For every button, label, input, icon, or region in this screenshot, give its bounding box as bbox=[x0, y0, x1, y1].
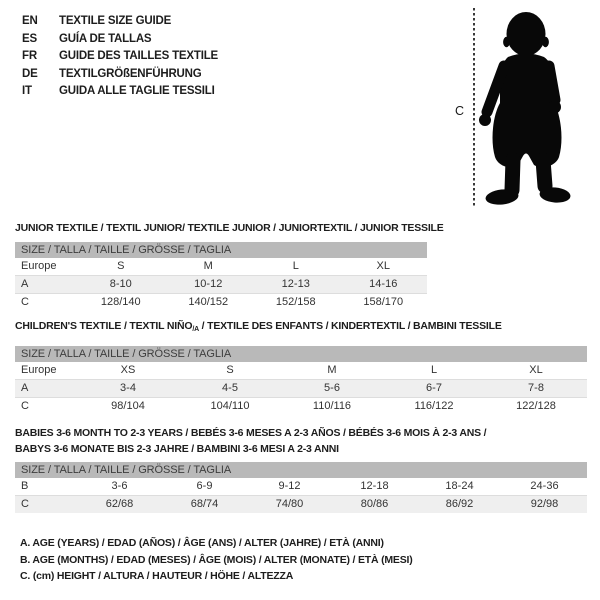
size-cell: 62/68 bbox=[105, 498, 134, 510]
baby-silhouette-icon bbox=[470, 0, 600, 215]
footnote-c: C. (cm) HEIGHT / ALTURA / HAUTEUR / HÖHE / ALTEZZA bbox=[20, 570, 294, 582]
language-title: TEXTILGRÖßENFÜHRUNG bbox=[59, 67, 202, 80]
size-cell: XL bbox=[529, 364, 543, 376]
size-cell: 6-7 bbox=[426, 382, 442, 394]
size-header-bar: SIZE / TALLA / TAILLE / GRÖSSE / TAGLIA bbox=[15, 242, 427, 258]
size-cell: 24-36 bbox=[530, 480, 559, 492]
language-title: GUIDE DES TAILLES TEXTILE bbox=[59, 50, 218, 62]
size-cell: 12-13 bbox=[281, 278, 310, 290]
table-row-age bbox=[15, 380, 587, 398]
row-label: A bbox=[21, 382, 29, 394]
children-title-sub: /A bbox=[192, 326, 199, 333]
size-cell: L bbox=[292, 260, 299, 272]
size-cell: S bbox=[117, 260, 125, 272]
footnote-a: A. AGE (YEARS) / EDAD (AÑOS) / ÂGE (ANS) / ALTER (JAHRE) / ETÀ (ANNI) bbox=[20, 537, 384, 549]
size-table-children bbox=[15, 346, 587, 415]
table-row-age bbox=[15, 276, 427, 294]
language-list bbox=[22, 13, 218, 101]
table-row-height bbox=[15, 496, 587, 513]
language-row bbox=[22, 66, 218, 84]
language-row bbox=[22, 31, 218, 49]
size-cell: 116/122 bbox=[414, 400, 454, 412]
size-cell: 128/140 bbox=[100, 296, 141, 308]
children-title-post: / TEXTILE DES ENFANTS / KINDERTEXTIL / BAMBINI TESSILE bbox=[198, 320, 502, 332]
size-cell: 68/74 bbox=[190, 498, 219, 510]
size-cell: 152/158 bbox=[275, 296, 316, 308]
size-cell: 9-12 bbox=[278, 480, 301, 492]
table-row-height bbox=[15, 398, 587, 415]
junior-table-title: JUNIOR TEXTILE / TEXTIL JUNIOR/ TEXTILE JUNIOR / JUNIORTEXTIL / JUNIOR TESSILE bbox=[15, 222, 444, 234]
language-row bbox=[22, 83, 218, 101]
children-title-pre: CHILDREN'S TEXTILE / TEXTIL NIÑO bbox=[15, 320, 193, 332]
language-code: EN bbox=[22, 15, 38, 27]
language-row bbox=[22, 13, 218, 31]
table-row-europe bbox=[15, 258, 427, 276]
size-cell: 7-8 bbox=[528, 382, 544, 394]
size-table-babies bbox=[15, 462, 587, 513]
language-code: ES bbox=[22, 32, 37, 45]
size-cell: 6-9 bbox=[196, 480, 213, 492]
size-cell: 140/152 bbox=[188, 296, 229, 308]
language-code: IT bbox=[22, 85, 32, 97]
row-label: A bbox=[21, 278, 29, 290]
row-label: Europe bbox=[21, 260, 57, 272]
size-cell: 98/104 bbox=[111, 400, 145, 412]
babies-table-title bbox=[15, 425, 486, 457]
size-cell: XL bbox=[376, 260, 390, 272]
table-row-height bbox=[15, 294, 427, 311]
language-title: TEXTILE SIZE GUIDE bbox=[59, 15, 172, 27]
size-cell: 110/116 bbox=[312, 400, 352, 412]
size-cell: 14-16 bbox=[369, 278, 398, 290]
row-label: C bbox=[21, 498, 29, 510]
size-header-bar: SIZE / TALLA / TAILLE / GRÖSSE / TAGLIA bbox=[15, 346, 587, 362]
row-label: B bbox=[21, 480, 29, 492]
language-code: DE bbox=[22, 67, 38, 80]
size-table-junior bbox=[15, 242, 427, 311]
footnotes bbox=[20, 535, 413, 585]
language-row bbox=[22, 48, 218, 66]
size-cell: 5-6 bbox=[324, 382, 340, 394]
babies-title-line2: BABYS 3-6 MONATE BIS 2-3 JAHRE / BAMBINI 3-6 MESI A 2-3 ANNI bbox=[15, 443, 339, 455]
size-cell: M bbox=[203, 260, 213, 272]
height-c-label: C bbox=[455, 104, 465, 118]
size-cell: 104/110 bbox=[210, 400, 250, 412]
table-row-europe bbox=[15, 362, 587, 380]
size-cell: 12-18 bbox=[360, 480, 389, 492]
size-cell: 74/80 bbox=[275, 498, 304, 510]
table-row-age-months bbox=[15, 478, 587, 496]
size-cell: 80/86 bbox=[360, 498, 389, 510]
row-label: Europe bbox=[21, 364, 57, 376]
size-cell: 18-24 bbox=[445, 480, 474, 492]
babies-title-line1: BABIES 3-6 MONTH TO 2-3 YEARS / BEBÉS 3-6 MESES A 2-3 AÑOS / BÉBÉS 3-6 MOIS À 2-3 ANS / bbox=[15, 427, 487, 439]
size-cell: 158/170 bbox=[363, 296, 404, 308]
language-code: FR bbox=[22, 50, 37, 62]
children-table-title bbox=[15, 320, 502, 336]
size-cell: 86/92 bbox=[445, 498, 474, 510]
size-cell: 122/128 bbox=[516, 400, 556, 412]
size-cell: 3-4 bbox=[120, 382, 136, 394]
size-cell: L bbox=[430, 364, 438, 376]
size-cell: 4-5 bbox=[222, 382, 238, 394]
size-cell: 10-12 bbox=[194, 278, 223, 290]
size-cell: 3-6 bbox=[111, 480, 128, 492]
size-cell: M bbox=[327, 364, 337, 376]
row-label: C bbox=[21, 400, 29, 412]
size-cell: XS bbox=[120, 364, 136, 376]
language-title: GUÍA DE TALLAS bbox=[59, 32, 152, 45]
footnote-b: B. AGE (MONTHS) / EDAD (MESES) / ÂGE (MOIS) / ALTER (MONATE) / ETÀ (MESI) bbox=[20, 553, 413, 566]
row-label: C bbox=[21, 296, 29, 308]
language-title: GUIDA ALLE TAGLIE TESSILI bbox=[59, 85, 215, 97]
size-cell: 92/98 bbox=[530, 498, 559, 510]
size-header-bar: SIZE / TALLA / TAILLE / GRÖSSE / TAGLIA bbox=[15, 462, 587, 478]
size-cell: S bbox=[226, 364, 234, 376]
size-cell: 8-10 bbox=[109, 278, 132, 290]
